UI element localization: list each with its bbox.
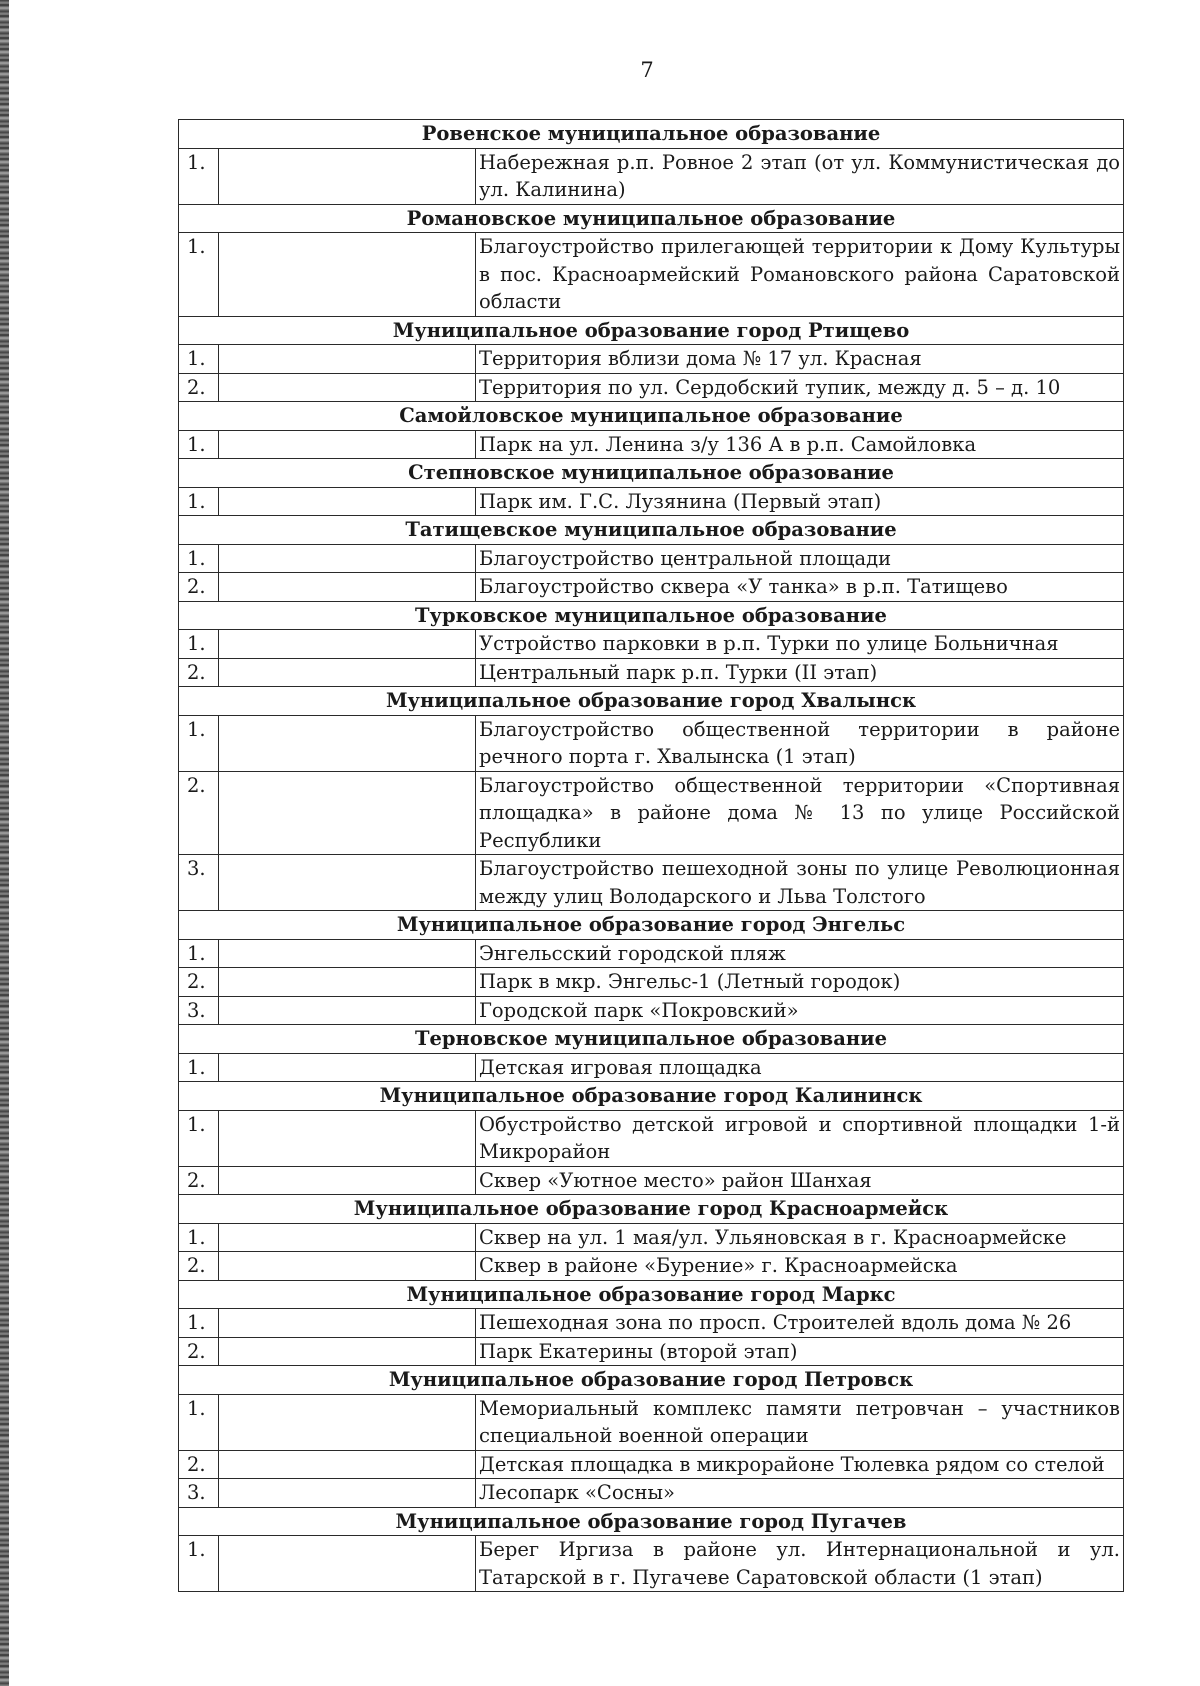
item-number: 2. xyxy=(179,573,219,602)
empty-cell xyxy=(219,1450,476,1479)
empty-cell xyxy=(219,715,476,771)
item-number: 2. xyxy=(179,1166,219,1195)
table-row xyxy=(179,715,1124,771)
object-name: Сквер «Уютное место» район Шанхая xyxy=(476,1166,1124,1195)
table-row xyxy=(179,1110,1124,1166)
table-row xyxy=(179,658,1124,687)
section-title: Татищевское муниципальное образование xyxy=(179,516,1124,545)
item-number: 1. xyxy=(179,1223,219,1252)
section-title: Муниципальное образование город Маркс xyxy=(179,1280,1124,1309)
empty-cell xyxy=(219,487,476,516)
empty-cell xyxy=(219,430,476,459)
empty-cell xyxy=(219,1223,476,1252)
empty-cell xyxy=(219,1479,476,1508)
table-row xyxy=(179,1166,1124,1195)
empty-cell xyxy=(219,1110,476,1166)
section-title: Самойловское муниципальное образование xyxy=(179,402,1124,431)
empty-cell xyxy=(219,1252,476,1281)
object-name: Благоустройство сквера «У танка» в р.п. Татищево xyxy=(476,573,1124,602)
empty-cell xyxy=(219,1536,476,1592)
object-name: Благоустройство общественной территории в районе речного порта г. Хвалынска (1 этап) xyxy=(476,715,1124,771)
object-name: Мемориальный комплекс памяти петровчан – участников специальной военной операции xyxy=(476,1394,1124,1450)
object-name: Лесопарк «Сосны» xyxy=(476,1479,1124,1508)
scan-edge-shadow xyxy=(0,0,9,1686)
object-name: Благоустройство общественной территории «Спортивная площадка» в районе дома № 13 по улице Российской Республики xyxy=(476,771,1124,855)
item-number: 1. xyxy=(179,345,219,374)
section-header-row xyxy=(179,316,1124,345)
section-header-row xyxy=(179,120,1124,149)
page-number: 7 xyxy=(640,58,654,82)
item-number: 1. xyxy=(179,430,219,459)
item-number: 1. xyxy=(179,1053,219,1082)
item-number: 1. xyxy=(179,544,219,573)
section-header-row xyxy=(179,1280,1124,1309)
section-title: Романовское муниципальное образование xyxy=(179,204,1124,233)
section-title: Муниципальное образование город Красноармейск xyxy=(179,1195,1124,1224)
section-header-row xyxy=(179,1025,1124,1054)
table-row xyxy=(179,771,1124,855)
table-row xyxy=(179,1223,1124,1252)
section-header-row xyxy=(179,516,1124,545)
object-name: Парк на ул. Ленина з/у 136 А в р.п. Самойловка xyxy=(476,430,1124,459)
table-row xyxy=(179,430,1124,459)
table-row xyxy=(179,544,1124,573)
object-name: Благоустройство прилегающей территории к Дому Культуры в пос. Красноармейский Романовского района Саратовской области xyxy=(476,233,1124,317)
table-row xyxy=(179,1252,1124,1281)
object-name: Парк в мкр. Энгельс-1 (Летный городок) xyxy=(476,968,1124,997)
item-number: 3. xyxy=(179,1479,219,1508)
empty-cell xyxy=(219,630,476,659)
empty-cell xyxy=(219,148,476,204)
object-name: Устройство парковки в р.п. Турки по улице Больничная xyxy=(476,630,1124,659)
table-row xyxy=(179,373,1124,402)
empty-cell xyxy=(219,373,476,402)
empty-cell xyxy=(219,855,476,911)
empty-cell xyxy=(219,345,476,374)
table-row xyxy=(179,996,1124,1025)
empty-cell xyxy=(219,573,476,602)
section-title: Муниципальное образование город Энгельс xyxy=(179,911,1124,940)
empty-cell xyxy=(219,1166,476,1195)
object-name: Сквер в районе «Бурение» г. Красноармейска xyxy=(476,1252,1124,1281)
item-number: 2. xyxy=(179,658,219,687)
table-row xyxy=(179,939,1124,968)
table-row xyxy=(179,1394,1124,1450)
table-row xyxy=(179,630,1124,659)
section-header-row xyxy=(179,1507,1124,1536)
table-row xyxy=(179,148,1124,204)
object-name: Парк Екатерины (второй этап) xyxy=(476,1337,1124,1366)
empty-cell xyxy=(219,771,476,855)
item-number: 1. xyxy=(179,1110,219,1166)
empty-cell xyxy=(219,968,476,997)
item-number: 2. xyxy=(179,373,219,402)
table-row xyxy=(179,487,1124,516)
table-body xyxy=(179,120,1124,1592)
table-row xyxy=(179,1309,1124,1338)
item-number: 3. xyxy=(179,996,219,1025)
object-name: Энгельсский городской пляж xyxy=(476,939,1124,968)
empty-cell xyxy=(219,658,476,687)
section-title: Терновское муниципальное образование xyxy=(179,1025,1124,1054)
table-row xyxy=(179,1337,1124,1366)
table-row xyxy=(179,233,1124,317)
section-title: Муниципальное образование город Петровск xyxy=(179,1366,1124,1395)
item-number: 2. xyxy=(179,968,219,997)
section-title: Муниципальное образование город Ртищево xyxy=(179,316,1124,345)
section-title: Турковское муниципальное образование xyxy=(179,601,1124,630)
item-number: 1. xyxy=(179,233,219,317)
table-row xyxy=(179,1536,1124,1592)
section-header-row xyxy=(179,459,1124,488)
municipal-objects-table xyxy=(178,119,1124,1592)
empty-cell xyxy=(219,1394,476,1450)
object-name: Сквер на ул. 1 мая/ул. Ульяновская в г. Красноармейске xyxy=(476,1223,1124,1252)
section-header-row xyxy=(179,1082,1124,1111)
empty-cell xyxy=(219,1337,476,1366)
section-title: Муниципальное образование город Пугачев xyxy=(179,1507,1124,1536)
empty-cell xyxy=(219,233,476,317)
section-header-row xyxy=(179,204,1124,233)
section-header-row xyxy=(179,601,1124,630)
section-header-row xyxy=(179,687,1124,716)
object-name: Набережная р.п. Ровное 2 этап (от ул. Коммунистическая до ул. Калинина) xyxy=(476,148,1124,204)
item-number: 2. xyxy=(179,1337,219,1366)
table-row xyxy=(179,1479,1124,1508)
empty-cell xyxy=(219,544,476,573)
table-row xyxy=(179,855,1124,911)
section-title: Муниципальное образование город Калининск xyxy=(179,1082,1124,1111)
section-title: Степновское муниципальное образование xyxy=(179,459,1124,488)
item-number: 2. xyxy=(179,771,219,855)
object-name: Обустройство детской игровой и спортивной площадки 1-й Микрорайон xyxy=(476,1110,1124,1166)
object-name: Берег Иргиза в районе ул. Интернациональной и ул. Татарской в г. Пугачеве Саратовской области (1 этап) xyxy=(476,1536,1124,1592)
empty-cell xyxy=(219,1053,476,1082)
table-row xyxy=(179,573,1124,602)
item-number: 1. xyxy=(179,1309,219,1338)
object-name: Детская игровая площадка xyxy=(476,1053,1124,1082)
object-name: Территория по ул. Сердобский тупик, между д. 5 – д. 10 xyxy=(476,373,1124,402)
empty-cell xyxy=(219,1309,476,1338)
item-number: 1. xyxy=(179,1394,219,1450)
object-name: Городской парк «Покровский» xyxy=(476,996,1124,1025)
empty-cell xyxy=(219,996,476,1025)
object-name: Территория вблизи дома № 17 ул. Красная xyxy=(476,345,1124,374)
item-number: 1. xyxy=(179,715,219,771)
object-name: Центральный парк р.п. Турки (II этап) xyxy=(476,658,1124,687)
item-number: 3. xyxy=(179,855,219,911)
section-header-row xyxy=(179,1195,1124,1224)
item-number: 1. xyxy=(179,1536,219,1592)
item-number: 1. xyxy=(179,487,219,516)
table-row xyxy=(179,968,1124,997)
section-title: Муниципальное образование город Хвалынск xyxy=(179,687,1124,716)
item-number: 1. xyxy=(179,148,219,204)
object-name: Благоустройство пешеходной зоны по улице Революционная между улиц Володарского и Льва Толстого xyxy=(476,855,1124,911)
item-number: 1. xyxy=(179,630,219,659)
empty-cell xyxy=(219,939,476,968)
section-header-row xyxy=(179,402,1124,431)
item-number: 2. xyxy=(179,1252,219,1281)
item-number: 2. xyxy=(179,1450,219,1479)
item-number: 1. xyxy=(179,939,219,968)
section-title: Ровенское муниципальное образование xyxy=(179,120,1124,149)
section-header-row xyxy=(179,1366,1124,1395)
table-row xyxy=(179,1450,1124,1479)
table-row xyxy=(179,345,1124,374)
table-row xyxy=(179,1053,1124,1082)
section-header-row xyxy=(179,911,1124,940)
object-name: Детская площадка в микрорайоне Тюлевка рядом со стелой xyxy=(476,1450,1124,1479)
object-name: Парк им. Г.С. Лузянина (Первый этап) xyxy=(476,487,1124,516)
object-name: Пешеходная зона по просп. Строителей вдоль дома № 26 xyxy=(476,1309,1124,1338)
object-name: Благоустройство центральной площади xyxy=(476,544,1124,573)
